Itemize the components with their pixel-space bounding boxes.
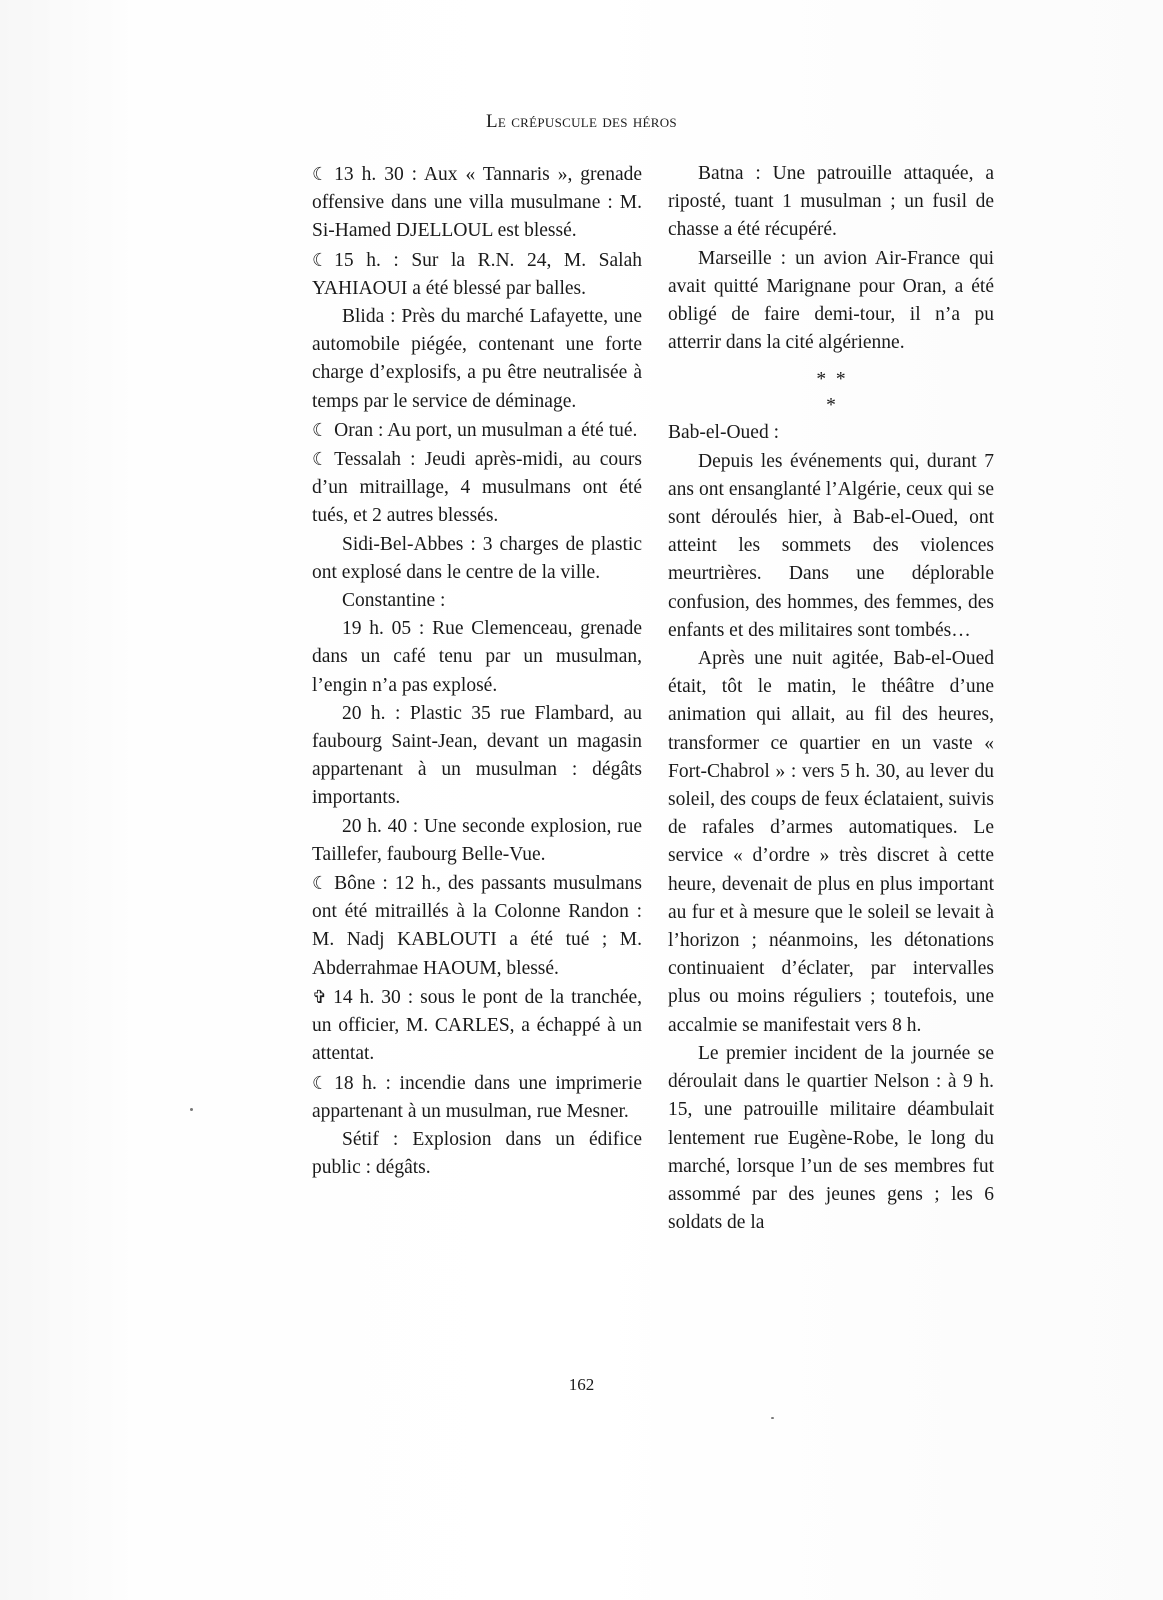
paragraph (312, 615, 642, 700)
paragraph (312, 445, 642, 531)
paragraph (312, 531, 642, 587)
paragraph (312, 869, 642, 983)
paragraph-text: 18 h. : incendie dans une imprimerie appartenant à un musulman, rue Mesner. (312, 1072, 642, 1122)
paragraph (312, 1069, 642, 1126)
paragraph-text: Marseille : un avion Air-France qui avait quitté Marignane pour Oran, a été obligé de faire demi-tour, il n’a pu atterrir dans la cité algérienne. (668, 247, 994, 354)
paragraph (312, 303, 642, 416)
crescent-symbol-icon: ☾ (312, 873, 329, 894)
paragraph-text: Constantine : (342, 590, 446, 612)
right-column-top (668, 160, 994, 357)
paragraph-text: Sidi-Bel-Abbes : 3 charges de plastic ont explosé dans le centre de la ville. (312, 533, 642, 583)
right-column-bottom (668, 419, 994, 1237)
separator-stars-bottom: * (826, 395, 836, 417)
paragraph (668, 160, 994, 245)
paragraph (312, 983, 642, 1069)
paragraph-text: 20 h. 40 : Une seconde explosion, rue Taillefer, faubourg Belle-Vue. (312, 815, 642, 865)
paragraph-text: Sétif : Explosion dans un édifice public : dégâts. (312, 1128, 642, 1179)
left-column (312, 160, 642, 1182)
scan-speck (771, 1417, 774, 1419)
paragraph-text: 19 h. 05 : Rue Clemenceau, grenade dans un café tenu par un musulman, l’engin n’a pas explosé. (312, 618, 642, 696)
paragraph (668, 245, 994, 358)
paragraph (668, 645, 994, 1040)
paragraph (668, 448, 994, 645)
crescent-symbol-icon: ☾ (312, 449, 329, 470)
paragraph-text: Batna : Une patrouille attaquée, a riposté, tuant 1 musulman ; un fusil de chasse a été récupéré. (668, 163, 994, 241)
paragraph-text: Blida : Près du marché Lafayette, une automobile piégée, contenant une forte charge d’explosifs, a pu être neutralisée à temps par le service de déminage. (312, 306, 642, 412)
paragraph (312, 416, 642, 445)
crescent-symbol-icon: ☾ (312, 164, 329, 184)
paragraph-text: Le premier incident de la journée se déroulait dans le quartier Nelson : à 9 h. 15, une patrouille militaire déambulait lentement rue Eugène-Robe, le long du marché, lorsque l’un de ses membres fut assommé par des jeunes gens ; les 6 soldats de la (668, 1042, 994, 1234)
section-separator (668, 367, 994, 419)
cross-symbol-icon: ✞ (312, 986, 328, 1007)
paragraph (312, 246, 642, 303)
paragraph (312, 813, 642, 869)
paragraph (668, 419, 994, 447)
crescent-symbol-icon: ☾ (312, 419, 329, 440)
page-number: 162 (568, 1375, 595, 1394)
paragraph-text: Bône : 12 h., des passants musulmans ont été mitraillés à la Colonne Randon : M. Nadj KABLOUTI a été tué ; M. Abderrahmae HAOUM, blessé. (312, 873, 642, 979)
paragraph (312, 700, 642, 813)
paragraph-text: Après une nuit agitée, Bab-el-Oued était, tôt le matin, le théâtre d’une animation qui allait, au fil des heures, transformer ce quartier en un vaste « Fort-Chabrol » : vers 5 h. 30, au lever du soleil, des coups de feux éclataient, suivis de rafales d’armes automatiques. Le service « d’ordre » très discret à cette heure, devenait de plus en plus important au fur et à mesure que le soleil se levait à l’horizon ; néanmoins, les détonations continuaient d’éclater, par intervalles plus ou moins réguliers ; toutefois, une accalmie se manifestait vers 8 h. (668, 648, 994, 1036)
right-column (668, 160, 994, 1237)
running-head (0, 111, 1163, 133)
paragraph-text: Bab-el-Oued : (668, 422, 780, 444)
crescent-symbol-icon: ☾ (312, 249, 329, 270)
paragraph (312, 1126, 642, 1182)
paragraph (312, 160, 642, 246)
paragraph-text: 15 h. : Sur la R.N. 24, M. Salah YAHIAOUI a été blessé par balles. (312, 249, 642, 299)
separator-stars-top: * * (816, 369, 846, 391)
paragraph-text: 14 h. 30 : sous le pont de la tranchée, un officier, M. CARLES, a échappé à un attentat. (312, 986, 642, 1065)
paragraph (312, 587, 642, 615)
paragraph-text: 13 h. 30 : Aux « Tannaris », grenade offensive dans une villa musulmane : M. Si-Hamed DJELLOUL est blessé. (312, 164, 642, 242)
running-title: Le crépuscule des héros (486, 111, 677, 132)
crescent-symbol-icon: ☾ (312, 1072, 329, 1093)
paragraph-text: 20 h. : Plastic 35 rue Flambard, au faubourg Saint-Jean, devant un magasin appartenant à un musulman : dégâts importants. (312, 702, 642, 809)
paragraph (668, 1040, 994, 1237)
scan-speck (190, 1108, 193, 1111)
paragraph-text: Depuis les événements qui, durant 7 ans ont ensanglanté l’Algérie, ceux qui se sont déroulés hier, à Bab-el-Oued, ont atteint les sommets des violences meurtrières. Dans une déplorable confusion, des hommes, des femmes, des enfants et des militaires sont tombés… (668, 450, 994, 641)
paragraph-text: Tessalah : Jeudi après-midi, au cours d’un mitraillage, 4 musulmans ont été tués, et 2 autres blessés. (312, 449, 642, 527)
paragraph-text: Oran : Au port, un musulman a été tué. (334, 419, 638, 441)
